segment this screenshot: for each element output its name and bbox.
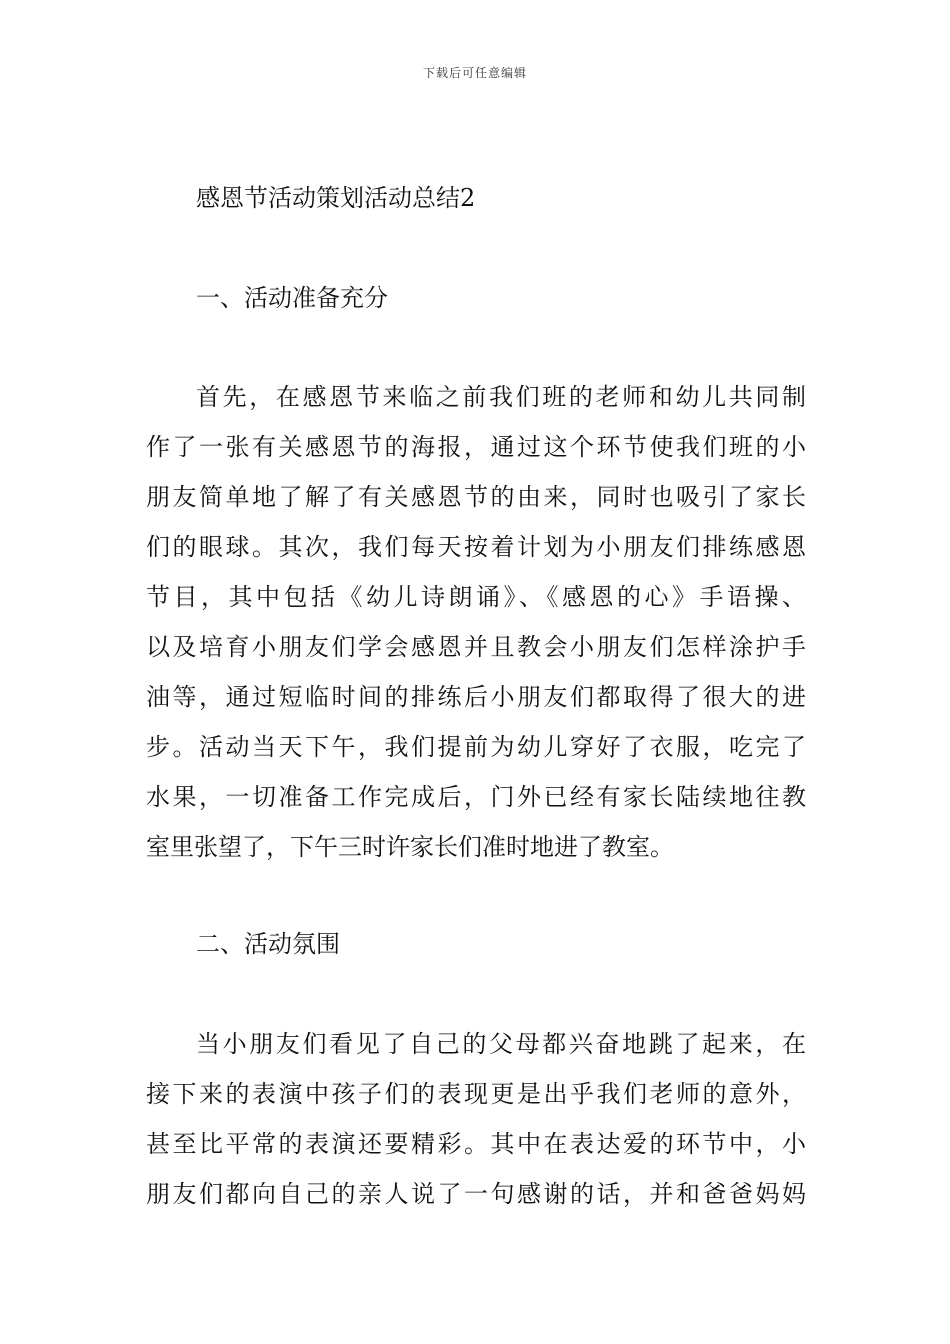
paragraph-line: 当小朋友们看见了自己的父母都兴奋地跳了起来，在 <box>196 1030 806 1058</box>
section-paragraph-2 <box>146 1019 806 1219</box>
paragraph-line: 油等，通过短临时间的排练后小朋友们都取得了很大的进 <box>146 683 806 711</box>
paragraph-line: 们的眼球。其次，我们每天按着计划为小朋友们排练感恩 <box>146 533 806 561</box>
document-title: 感恩节活动策划活动总结2 <box>196 184 476 212</box>
section-paragraph-1 <box>146 372 806 872</box>
paragraph-line: 甚至比平常的表演还要精彩。其中在表达爱的环节中，小 <box>146 1130 806 1158</box>
paragraph-line: 朋友们都向自己的亲人说了一句感谢的话，并和爸爸妈妈 <box>146 1180 806 1208</box>
header-note: 下载后可任意编辑 <box>422 66 527 80</box>
paragraph-line: 步。活动当天下午，我们提前为幼儿穿好了衣服，吃完了 <box>146 733 806 761</box>
paragraph-line: 作了一张有关感恩节的海报，通过这个环节使我们班的小 <box>146 433 806 461</box>
paragraph-line: 水果，一切准备工作完成后，门外已经有家长陆续地往教 <box>146 783 806 811</box>
paragraph-line: 以及培育小朋友们学会感恩并且教会小朋友们怎样涂护手 <box>146 633 806 661</box>
section-heading-2: 二、活动氛围 <box>196 930 340 958</box>
paragraph-line: 接下来的表演中孩子们的表现更是出乎我们老师的意外， <box>146 1080 806 1108</box>
paragraph-line: 朋友简单地了解了有关感恩节的由来，同时也吸引了家长 <box>146 483 806 511</box>
paragraph-line: 节目，其中包括《幼儿诗朗诵》、《感恩的心》手语操、 <box>146 583 806 611</box>
paragraph-line: 室里张望了，下午三时许家长们准时地进了教室。 <box>146 833 674 861</box>
paragraph-line: 首先，在感恩节来临之前我们班的老师和幼儿共同制 <box>196 383 806 411</box>
section-heading-1: 一、活动准备充分 <box>196 284 388 312</box>
